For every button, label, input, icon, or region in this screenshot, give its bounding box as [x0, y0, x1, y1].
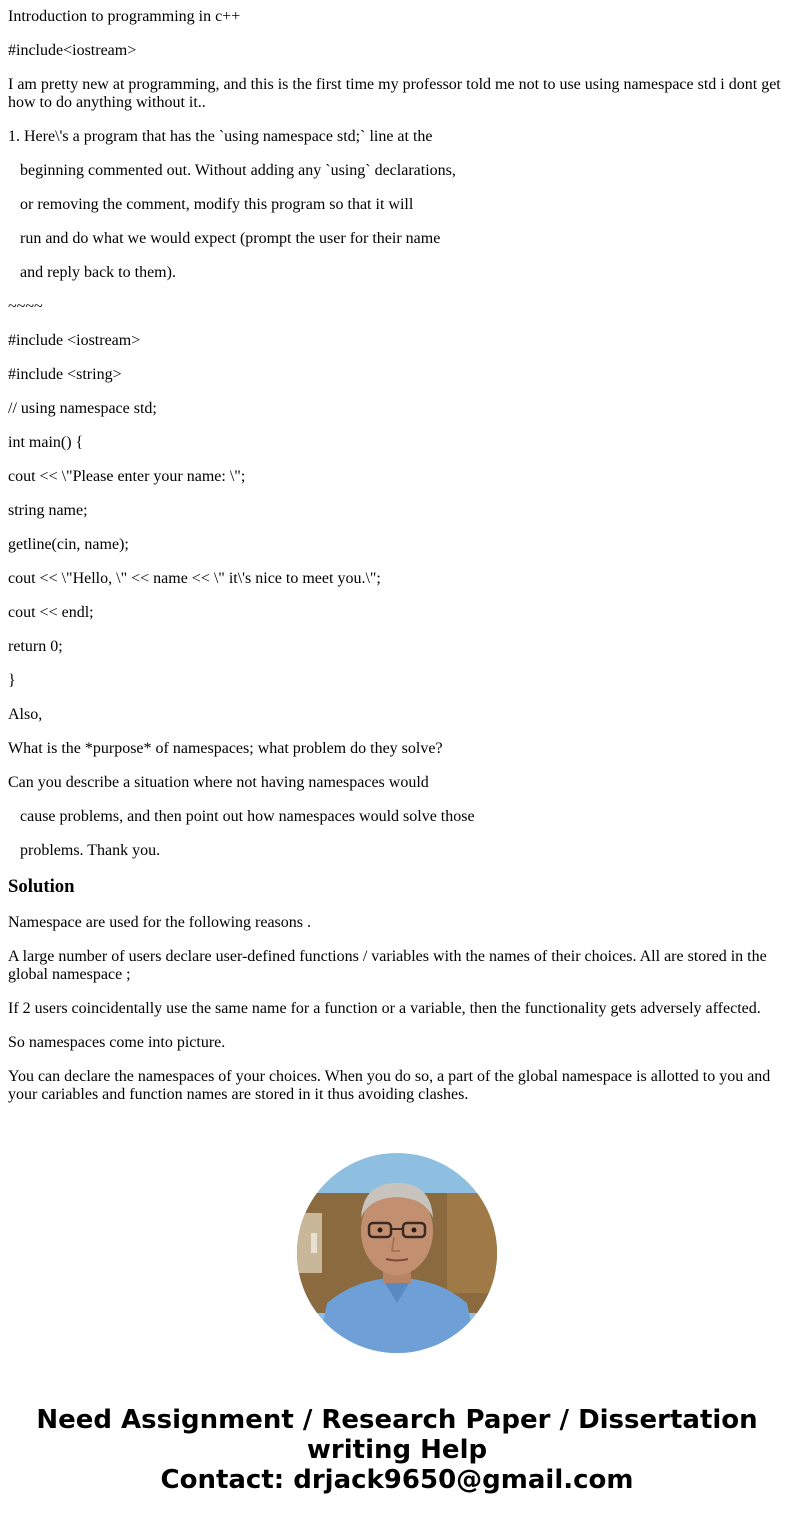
code-line: #include <string> — [8, 366, 122, 383]
document-body — [8, 0, 786, 1120]
question-intro: I am pretty new at programming, and this is the first time my professor told me not to use using namespace std i dont get how to do anything without it.. — [8, 76, 781, 111]
code-line: cout << endl; — [8, 604, 94, 621]
promo-line: writing Help — [306, 1435, 488, 1465]
task-line: and reply back to them). — [20, 264, 176, 281]
task-line: 1. Here\'s a program that has the `using namespace std;` line at the — [8, 128, 433, 145]
code-line: #include <iostream> — [8, 332, 141, 349]
separator: ~~~~ — [8, 298, 43, 315]
solution-paragraph: If 2 users coincidentally use the same name for a function or a variable, then the functionality gets adversely affected. — [8, 1000, 761, 1017]
promo-banner — [0, 1405, 794, 1495]
situation-line: Can you describe a situation where not having namespaces would — [8, 774, 429, 791]
author-photo — [297, 1153, 497, 1353]
promo-line: Need Assignment / Research Paper / Dissertation — [36, 1405, 758, 1435]
solution-paragraph: You can declare the namespaces of your choices. When you do so, a part of the global namespace is allotted to you and your cariables and function names are stored in it thus avoiding clashes. — [8, 1068, 771, 1103]
also-text: Also, — [8, 706, 43, 723]
solution-paragraph: So namespaces come into picture. — [8, 1034, 226, 1051]
solution-heading: Solution — [8, 876, 75, 897]
solution-paragraph: Namespace are used for the following reasons . — [8, 914, 311, 931]
situation-line: problems. Thank you. — [20, 842, 161, 859]
code-line: } — [8, 672, 16, 689]
include-line: #include<iostream> — [8, 42, 137, 59]
portrait-image — [297, 1153, 497, 1353]
code-line: cout << \"Hello, \" << name << \" it\'s nice to meet you.\"; — [8, 570, 381, 587]
code-line: return 0; — [8, 638, 63, 655]
code-line: int main() { — [8, 434, 84, 451]
question-title: Introduction to programming in c++ — [8, 8, 241, 25]
task-line: or removing the comment, modify this program so that it will — [20, 196, 414, 213]
situation-line: cause problems, and then point out how namespaces would solve those — [20, 808, 475, 825]
code-line: getline(cin, name); — [8, 536, 129, 553]
purpose-question: What is the *purpose* of namespaces; what problem do they solve? — [8, 740, 443, 757]
task-line: beginning commented out. Without adding any `using` declarations, — [20, 162, 456, 179]
code-line: cout << \"Please enter your name: \"; — [8, 468, 246, 485]
code-line: string name; — [8, 502, 88, 519]
code-line: // using namespace std; — [8, 400, 157, 417]
promo-contact[interactable]: Contact: drjack9650@gmail.com — [160, 1465, 634, 1495]
task-line: run and do what we would expect (prompt the user for their name — [20, 230, 441, 247]
solution-paragraph: A large number of users declare user-defined functions / variables with the names of their choices. All are stored in the global namespace ; — [8, 948, 767, 983]
